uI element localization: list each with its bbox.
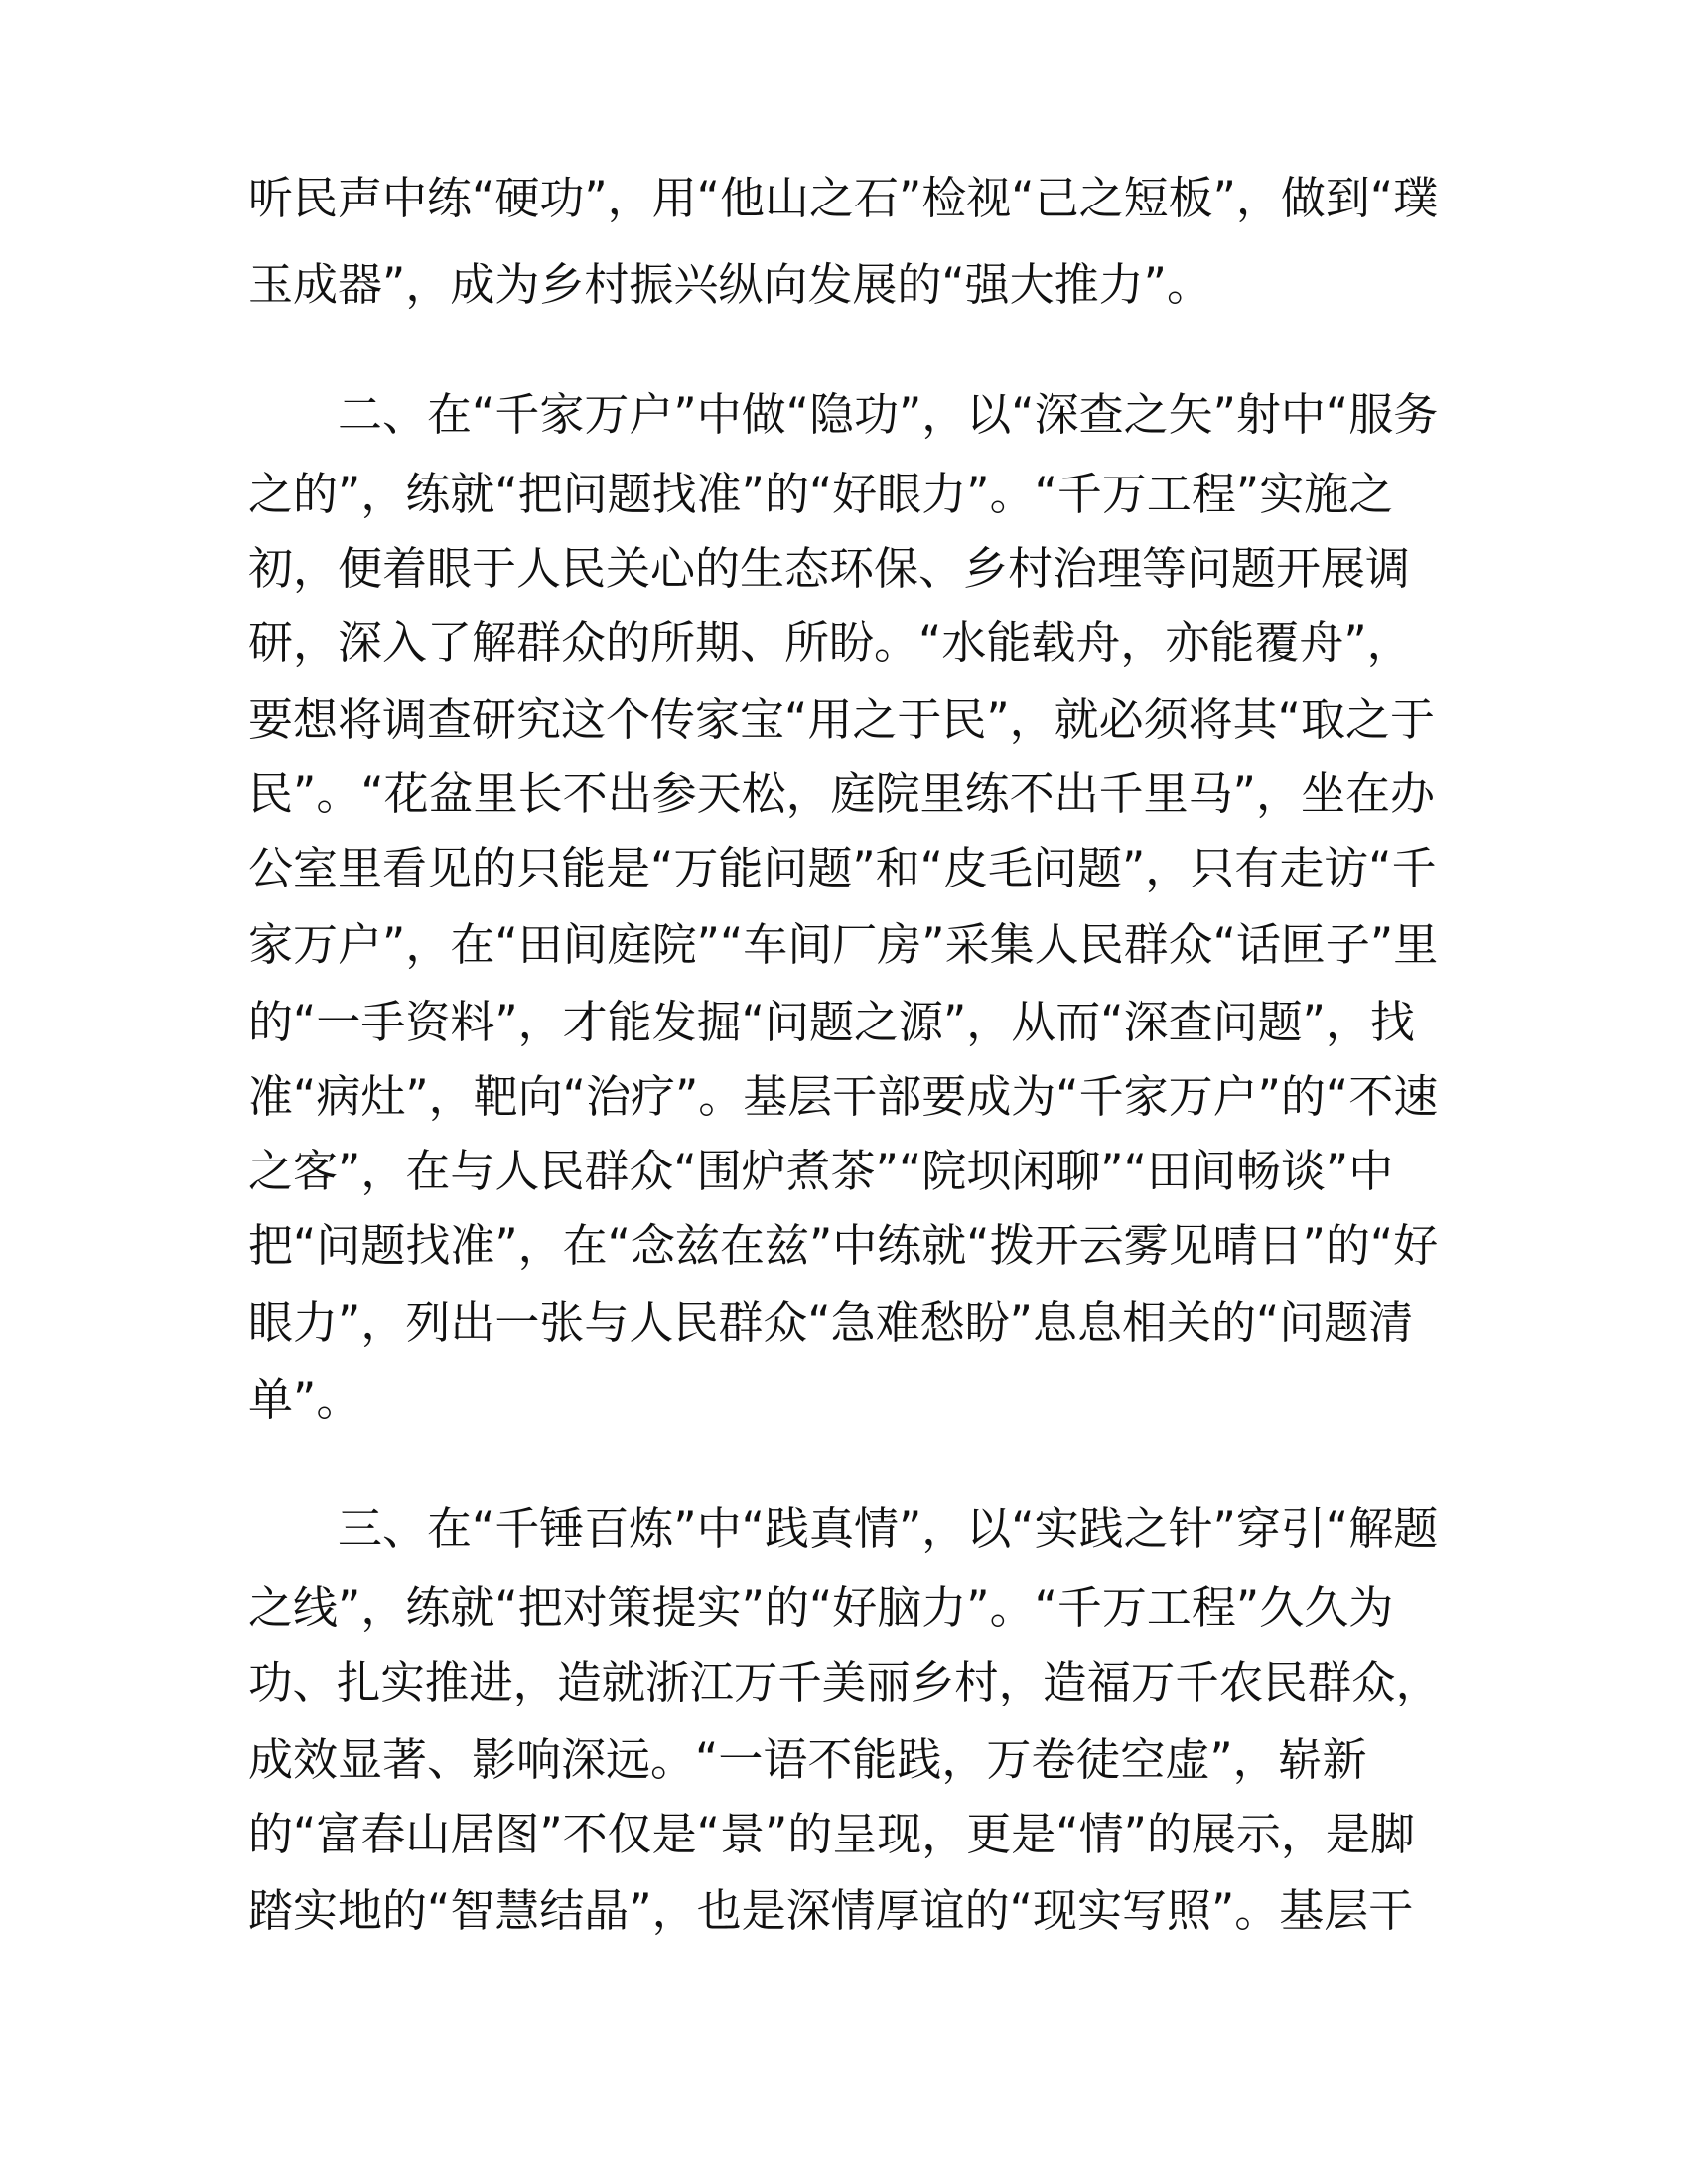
text-line: 家万户”，在“田间庭院”“车间厂房”采集人民群众“话匣子”里	[248, 918, 1439, 971]
text-line: 成效显著、影响深远。“一语不能践，万卷徒空虚”，崭新	[248, 1733, 1367, 1786]
text-line: 三、在“千锤百炼”中“践真情”，以“实践之针”穿引“解题	[338, 1502, 1439, 1555]
text-line: 之客”，在与人民群众“围炉煮茶”“院坝闲聊”“田间畅谈”中	[248, 1145, 1394, 1197]
text-line: 二、在“千家万户”中做“隐功”，以“深查之矢”射中“服务	[338, 388, 1439, 441]
text-line: 民”。“花盆里长不出参天松，庭院里练不出千里马”，坐在办	[248, 767, 1435, 820]
text-line: 的“一手资料”，才能发掘“问题之源”，从而“深查问题”，找	[248, 996, 1415, 1048]
text-line: 把“问题找准”，在“念兹在兹”中练就“拨开云雾见晴日”的“好	[248, 1219, 1439, 1272]
text-line: 初，便着眼于人民关心的生态环保、乡村治理等问题开展调	[248, 542, 1411, 595]
text-line: 的“富春山居图”不仅是“景”的呈现，更是“情”的展示，是脚	[248, 1808, 1415, 1860]
text-line: 研，深入了解群众的所期、所盼。“水能载舟，亦能覆舟”，	[248, 616, 1412, 669]
text-line: 要想将调查研究这个传家宝“用之于民”，就必须将其“取之于	[248, 693, 1435, 746]
text-line: 听民声中练“硬功”，用“他山之石”检视“己之短板”，做到“璞	[248, 172, 1439, 224]
text-line: 准“病灶”，靶向“治疗”。基层干部要成为“千家万户”的“不速	[248, 1070, 1439, 1123]
text-line: 之线”，练就“把对策提实”的“好脑力”。“千万工程”久久为	[248, 1581, 1394, 1634]
text-line: 踏实地的“智慧结晶”，也是深情厚谊的“现实写照”。基层干	[248, 1884, 1414, 1937]
text-line: 单”。	[248, 1373, 361, 1426]
text-line: 功、扎实推进，造就浙江万千美丽乡村，造福万千农民群众，	[248, 1656, 1441, 1708]
text-line: 公室里看见的只能是“万能问题”和“皮毛问题”，只有走访“千	[248, 842, 1437, 894]
text-line: 眼力”，列出一张与人民群众“急难愁盼”息息相关的“问题清	[248, 1297, 1414, 1349]
text-line: 之的”，练就“把问题找准”的“好眼力”。“千万工程”实施之	[248, 468, 1394, 520]
text-line: 玉成器”，成为乡村振兴纵向发展的“强大推力”。	[248, 258, 1211, 311]
